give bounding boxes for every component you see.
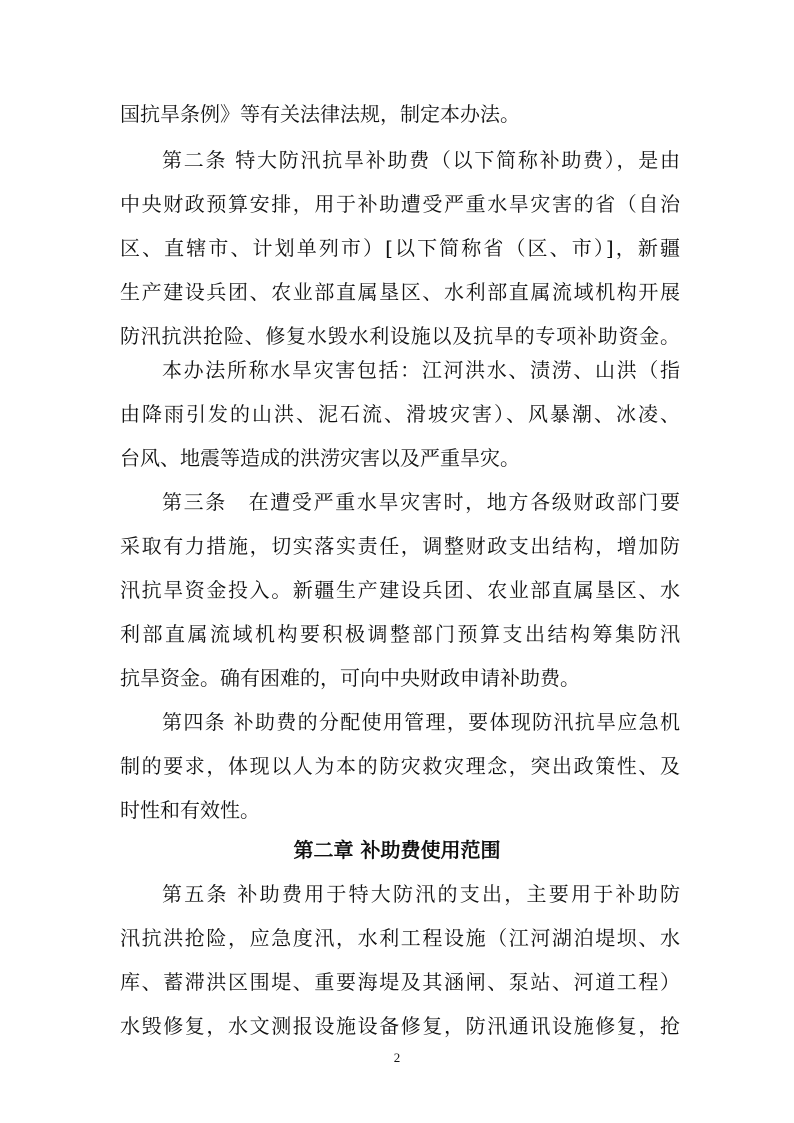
paragraph-line: 库、蓄滞洪区围堤、重要海堤及其涵闸、泵站、河道工程）	[120, 970, 680, 994]
paragraph-line: 防汛抗洪抢险、修复水毁水利设施以及抗旱的专项补助资金。	[120, 324, 680, 348]
paragraph-line: 汛抗旱资金投入。新疆生产建设兵团、农业部直属垦区、水	[120, 578, 680, 602]
paragraph-line: 水毁修复，水文测报设施设备修复，防汛通讯设施修复，抢	[120, 1014, 680, 1038]
article-5-line: 第五条 补助费用于特大防汛的支出，主要用于补助防	[162, 882, 680, 906]
paragraph-line: 制的要求，体现以人为本的防灾救灾理念，突出政策性、及	[120, 754, 680, 778]
paragraph-line: 采取有力措施，切实落实责任，调整财政支出结构，增加防	[120, 534, 680, 558]
paragraph-line: 生产建设兵团、农业部直属垦区、水利部直属流域机构开展	[120, 280, 680, 304]
paragraph-line: 利部直属流域机构要积极调整部门预算支出结构筹集防汛	[120, 622, 680, 646]
paragraph-line: 时性和有效性。	[120, 798, 260, 822]
paragraph-line: 抗旱资金。确有困难的，可向中央财政申请补助费。	[120, 666, 580, 690]
page-number: 2	[393, 1050, 401, 1065]
article-4-line: 第四条 补助费的分配使用管理，要体现防汛抗旱应急机	[162, 710, 680, 734]
paragraph-line: 由降雨引发的山洪、泥石流、滑坡灾害）、风暴潮、冰凌、	[120, 402, 680, 426]
article-3-line: 第三条 在遭受严重水旱灾害时，地方各级财政部门要	[162, 490, 680, 514]
paragraph-line: 国抗旱条例》等有关法律法规，制定本办法。	[120, 102, 520, 126]
article-2-line: 第二条 特大防汛抗旱补助费（以下简称补助费），是由	[162, 148, 680, 172]
chapter-heading: 第二章 补助费使用范围	[293, 838, 501, 862]
paragraph-line: 本办法所称水旱灾害包括：江河洪水、渍涝、山洪（指	[162, 358, 680, 382]
paragraph-line: 中央财政预算安排，用于补助遭受严重水旱灾害的省（自治	[120, 192, 680, 216]
paragraph-line: 台风、地震等造成的洪涝灾害以及严重旱灾。	[120, 446, 520, 470]
paragraph-line: 区、直辖市、计划单列市）[以下简称省（区、市）]，新疆	[120, 236, 680, 260]
paragraph-line: 汛抗洪抢险，应急度汛，水利工程设施（江河湖泊堤坝、水	[120, 926, 680, 950]
